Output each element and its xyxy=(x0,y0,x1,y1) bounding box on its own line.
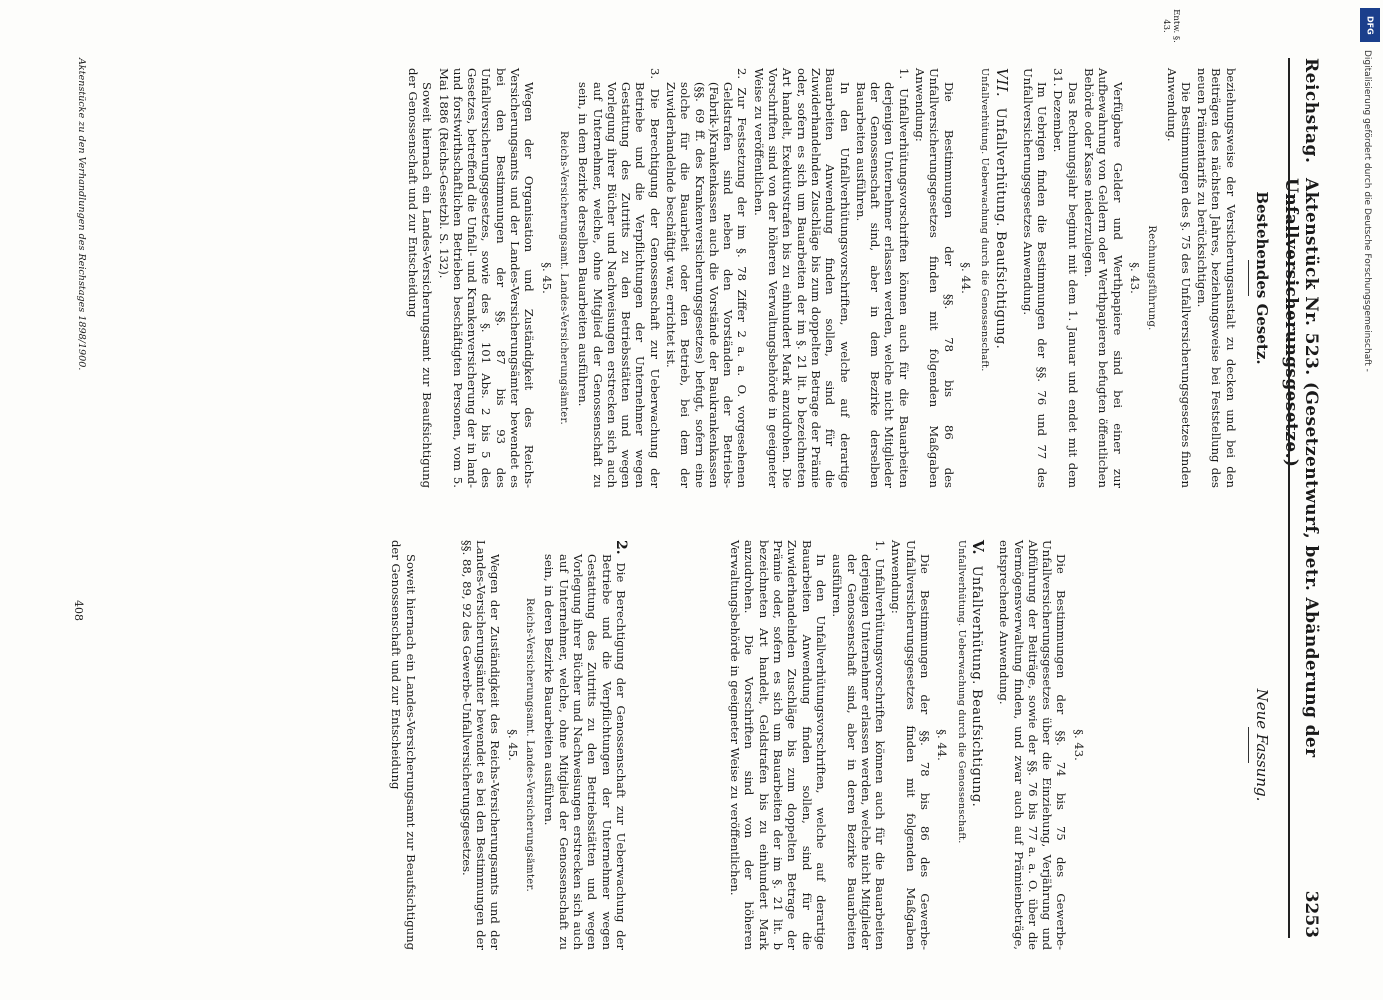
digitization-sidebar xyxy=(1356,8,1382,998)
digitization-note: Digitalisierung gefördert durch die Deutsche Forschungsgemeinschaft - xyxy=(1362,50,1372,372)
right-item-1: 1. Unfallverhütungsvorschriften können auch für die Bauarbeiten derjenigen Unternehmer erlassen werden, welche nicht Mitglieder der Genossenschaft sind, aber in deren Bezirke Bauarbeiten ausführen. xyxy=(830,540,888,950)
left-sub-45: Reichs-Versicherungsamt. Landes-Versicherungsämter. xyxy=(557,131,569,425)
left-section-number: VII. xyxy=(992,68,1011,98)
right-section-heading xyxy=(969,540,985,950)
left-p43b: Das Rechnungsjahr beginnt mit dem 1. Januar und endet mit dem 31. Dezember. xyxy=(1051,68,1080,488)
right-spacer xyxy=(1088,540,1238,950)
right-p43: Die Bestimmungen der §§. 74 bis 75 des Gewerbe-Unfallversicherungsgesetzes über die Einziehung, Verjährung und Abführung der Beiträge, sowie der §§. 76 bis 77 a. a. O. über die Vermögensverwaltung finden, und zwar auch auf Prämienbeträge, entsprechende Anwendung. xyxy=(997,540,1069,950)
header-title: Aktenstück Nr. 523. (Gesetzentwurf, betr. Abänderung der Unfallversicherungsgesetze.) xyxy=(1281,178,1321,758)
header-left: Reichstag. xyxy=(1301,58,1321,164)
right-para-44: §. 44. xyxy=(935,729,950,761)
title-underline-right xyxy=(1248,727,1249,763)
right-section-number: V. xyxy=(968,540,987,556)
left-item-2: 2. Zur Festsetzung der im §. 78 Ziffer 2 a. a. O. vorgesehenen Geldstrafen sind neben den Vorständen der Betriebs-(Fabrik-)Krankenkassen auch die Vorstände der Baukrankenkassen (§§. 69 ff. des Krankenversicherungsgesetzes) befugt, sofern eine solche für die Bauarbeit oder den Betrieb, bei dem der Zuwiderhandelnde beschäftigt war, errichtet ist. xyxy=(664,68,750,488)
left-section-title: Unfallverhütung. Beaufsichtigung. xyxy=(992,107,1008,350)
left-para-45: §. 45. xyxy=(539,262,554,294)
right-item-2-number: 2. xyxy=(612,540,629,555)
right-spacer-2 xyxy=(630,540,726,950)
left-section-sub: Unfallverhütung. Ueberwachung durch die Genossenschaft. xyxy=(979,68,991,372)
left-para-43: §. 43. xyxy=(1127,262,1142,294)
footer-note: Aktenstücke zu den Verhandlungen des Reichstages 1898/1900. xyxy=(76,58,87,371)
right-para-43: §. 43. xyxy=(1071,729,1086,761)
page-header xyxy=(1281,58,1325,938)
right-column xyxy=(387,540,1279,950)
footer-folio: 408 xyxy=(72,600,85,621)
right-section-sub: Unfallverhütung. Ueberwachung durch die Genossenschaft. xyxy=(955,540,967,844)
left-para-44: §. 44. xyxy=(958,262,973,294)
left-column xyxy=(404,68,1279,488)
header-rule xyxy=(1288,58,1290,938)
right-column-title: Neue Fassung. xyxy=(1253,688,1271,802)
right-item-1b: In den Unfallverhütungsvorschriften, welche auf derartige Bauarbeiten Anwendung finden sollen, sind für die Zuwiderhandelnden Zuschläge bis zum doppelten Betrage der Prämie oder, sofern es sich um Bauarbeiten der im §. 21 lit. b bezeichneten Art handelt, Geldstrafen bis zu einhundert Mark anzudrohen. Die Vorschriften sind von der höheren Verwaltungsbehörde in geeigneter Weise zu veröffentlichen. xyxy=(728,540,828,950)
right-item-2 xyxy=(542,540,629,950)
left-sub-rechnung: Rechnungsführung. xyxy=(1146,225,1158,331)
left-item-3: 3. Die Berechtigung der Genossenschaft zur Ueberwachung der Betriebe und die Verpflichtungen der Unternehmer wegen Gestattung des Zutritts zu den Betriebsstätten und wegen Vorlegung ihrer Bücher und Nachweisungen erstrecken sich auch auf Unternehmer, welche, ohne Mitglied der Genossenschaft zu sein, in dem Bezirke derselben Bauarbeiten ausführen. xyxy=(576,68,662,488)
right-p44: Die Bestimmungen der §§. 78 bis 86 des Gewerbe-Unfallversicherungsgesetzes finden mit folgenden Maßgaben Anwendung: xyxy=(889,540,933,950)
margin-note: Entw. §. 43. xyxy=(1161,9,1181,43)
right-section-title: Unfallverhütung. Beaufsichtigung. xyxy=(968,565,984,808)
left-section-heading xyxy=(992,68,1011,488)
left-column-title: Bestehendes Gesetz. xyxy=(1253,191,1271,365)
title-underline xyxy=(1248,260,1249,296)
right-sub-45: Reichs-Versicherungsamt. Landes-Versicherungsämter. xyxy=(524,598,536,892)
right-item-2-text: Die Berechtigung der Genossenschaft zur Ueberwachung der Betriebe und die Verpflichtungen der Unternehmer wegen Gestattung des Zutritts zu den Betriebsstätten und wegen Vorlegung ihrer Bücher und Nachweisungen erstrecken sich auch auf Unternehmer, welche, ohne Mitglied der Genossenschaft zu sein, in deren Bezirke Bauarbeiten ausführen. xyxy=(542,554,628,950)
left-p1: Die Bestimmungen des §. 75 des Unfallversicherungsgesetzes finden Anwendung. xyxy=(1164,68,1193,488)
right-p45: Wegen der Zuständigkeit des Reichs-Versicherungsamts und der Landes-Versicherungsämter bewendet es bei den Bestimmungen der §§. 88, 89, 92 des Gewerbe-Unfallversicherungsgesetzes. xyxy=(459,540,503,950)
left-item-1: 1. Unfallverhütungsvorschriften können auch für die Bauarbeiten derjenigen Unternehmer erlassen werden, welche nicht Mitglieder der Genossenschaft sind, aber in dem Bezirke derselben Bauarbeiten ausführen. xyxy=(853,68,911,488)
right-p45b: Soweit hiernach ein Landes-Versicherungsamt zur Beaufsichtigung der Genossenschaft und zur Entscheidung xyxy=(389,540,418,950)
left-p43a: Verfügbare Gelder und Werthpapiere sind bei einer zur Aufbewahrung von Geldern oder Werthpapieren befugten öffentlichen Behörde oder Kasse niederzulegen. xyxy=(1082,68,1125,488)
dfg-badge: DFG xyxy=(1360,8,1380,42)
left-p45: Wegen der Organisation und Zuständigkeit des Reichs-Versicherungsamts und der Landes-Versicherungsämter bewendet es bei den Bestimmungen der §§. 87 bis 93 des Unfallversicherungsgesetzes, sowie des §. 101 Abs. 2 bis 5 des Gesetzes, betreffend die Unfall- und Krankenversicherung der in land- und forstwirthschaftlichen Betrieben beschäftigten Personen, vom 5. Mai 1886 (Reichs-Gesetzbl. S. 132). xyxy=(436,68,537,488)
page-number: 3253 xyxy=(1301,890,1321,938)
left-item-1b: In den Unfallverhütungsvorschriften, welche auf derartige Bauarbeiten Anwendung finden sollen, sind für die Zuwiderhandelnden Zuschläge bis zum doppelten Betrage der Prämie oder, sofern es sich um Bauarbeiten der im §. 21 lit. b bezeichneten Art handelt, Exekutivstrafen bis zu einhundert Mark anzudrohen. Die Vorschriften sind von der höheren Verwaltungsbehörde in geeigneter Weise zu veröffentlichen. xyxy=(751,68,852,488)
left-p44: Die Bestimmungen der §§. 78 bis 86 des Unfallversicherungsgesetzes finden mit folgenden Maßgaben Anwendung: xyxy=(913,68,956,488)
left-intro: beziehungsweise der Versicherungsanstalt zu decken und bei den Beiträgen des nächsten Jahres, beziehungsweise bei Feststellung des neuen Prämientarifs zu berücksichtigen. xyxy=(1195,68,1238,488)
left-p43c: Im Uebrigen finden die Bestimmungen der §§. 76 und 77 des Unfallversicherungsgesetzes Anwendung. xyxy=(1020,68,1050,488)
right-para-45: §. 45. xyxy=(505,729,520,761)
left-p45b: Soweit hiernach ein Landes-Versicherungsamt zur Beaufsichtigung der Genossenschaft und zur Entscheidung xyxy=(405,68,435,488)
